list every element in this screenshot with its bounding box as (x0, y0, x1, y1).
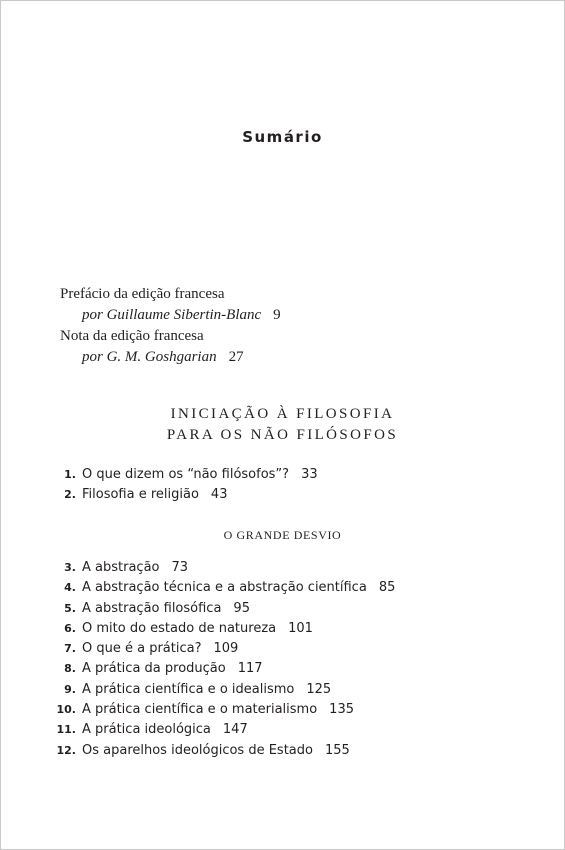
chapter-number: 5. (64, 601, 76, 615)
toc-item (56, 578, 395, 598)
chapter-title: A abstração técnica e a abstração científica (82, 580, 367, 596)
chapter-number: 4. (64, 581, 76, 595)
chapter-page: 33 (301, 467, 318, 482)
chapter-page: 125 (306, 681, 332, 697)
toc-item (56, 720, 395, 740)
chapter-title: O mito do estado de natureza (82, 620, 277, 636)
chapter-page: 101 (288, 620, 313, 636)
section-title: O GRANDE DESVIO (223, 528, 342, 542)
chapter-page: 135 (329, 702, 354, 718)
front-matter-list (60, 284, 281, 368)
front-matter-label: Prefácio da edição francesa (60, 286, 225, 302)
front-matter-author: por G. M. Goshgarian (82, 349, 217, 365)
toc-item (56, 741, 395, 761)
part-title (0, 404, 565, 446)
front-matter-label: Nota da edição francesa (60, 328, 204, 344)
toc-item (56, 485, 318, 505)
toc-item (56, 639, 395, 659)
chapter-title: A prática ideológica (82, 722, 211, 738)
part-title-line: INICIAÇÃO À FILOSOFIA (170, 406, 395, 422)
toc-item (56, 700, 395, 720)
toc-item (56, 659, 395, 679)
part-title-line: PARA OS NÃO FILÓSOFOS (166, 427, 399, 443)
chapter-page: 147 (222, 722, 248, 738)
chapter-number: 10. (56, 703, 76, 717)
chapter-title: Filosofia e religião (82, 487, 199, 503)
chapter-number: 6. (64, 621, 76, 635)
toc-item (56, 680, 395, 700)
chapter-page: 85 (378, 580, 396, 596)
chapter-number: 8. (64, 662, 76, 676)
chapter-number: 2. (64, 488, 76, 502)
chapter-number: 12. (56, 743, 76, 757)
chapter-title: A abstração (82, 560, 160, 575)
toc-item (56, 619, 395, 639)
chapter-page: 117 (237, 661, 263, 677)
front-matter-item (60, 284, 281, 305)
toc-item (56, 599, 395, 619)
toc-list-section (56, 558, 395, 761)
front-matter-item (60, 326, 281, 347)
chapter-number: 9. (64, 682, 76, 696)
chapter-page: 73 (171, 560, 189, 575)
chapter-title: A prática da produção (82, 661, 226, 677)
front-matter-page: 27 (228, 349, 244, 365)
chapter-title: A prática científica e o idealismo (82, 681, 295, 697)
chapter-title: Os aparelhos ideológicos de Estado (82, 742, 313, 758)
chapter-title: A abstração filosófica (82, 600, 222, 616)
chapter-title: O que dizem os “não filósofos”? (82, 467, 290, 482)
front-matter-author: por Guillaume Sibertin-Blanc (82, 307, 262, 323)
toc-item (56, 465, 318, 485)
chapter-number: 3. (64, 561, 76, 574)
toc-item (56, 558, 395, 578)
front-matter-author-row (60, 347, 281, 368)
chapter-page: 155 (324, 742, 350, 758)
front-matter-page: 9 (273, 307, 281, 323)
chapter-page: 43 (210, 487, 228, 503)
chapter-page: 95 (233, 600, 250, 616)
chapter-title: A prática científica e o materialismo (82, 702, 318, 718)
chapter-number: 11. (56, 723, 76, 737)
toc-list-part (56, 465, 318, 506)
page-title: Sumário (242, 128, 323, 146)
chapter-number: 1. (64, 468, 76, 481)
chapter-title: O que é a prática? (82, 641, 202, 657)
front-matter-author-row (60, 305, 281, 326)
chapter-number: 7. (64, 642, 76, 656)
chapter-page: 109 (213, 641, 239, 657)
